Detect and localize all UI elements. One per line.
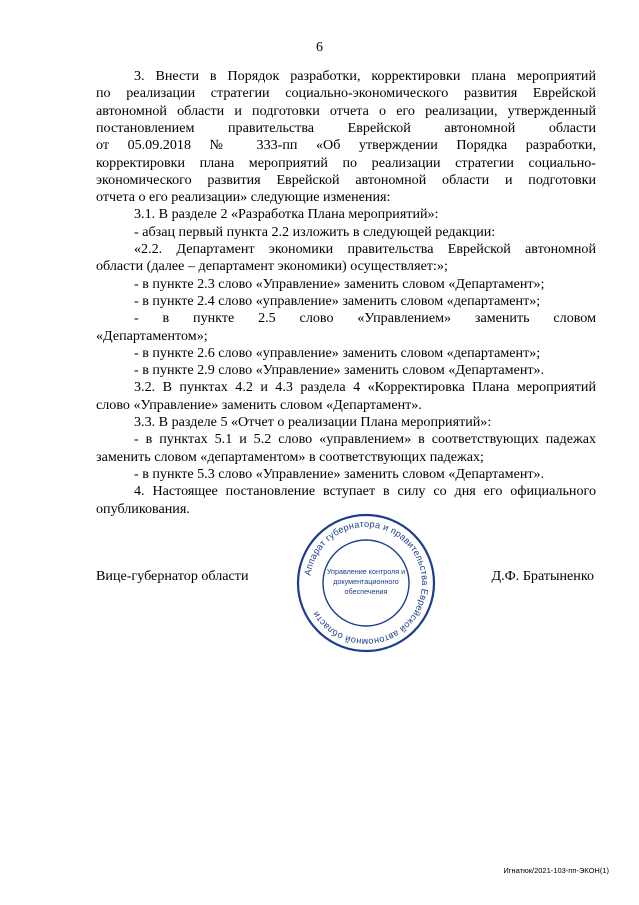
document-line: 4. Настоящее постановление вступает в силу со дня его официального — [134, 483, 596, 500]
document-line: 3.3. В разделе 5 «Отчет о реализации Плана мероприятий»: — [134, 414, 492, 430]
seal-outer-text: Аппарат губернатора и правительства Еврейской автономной области — [302, 518, 431, 648]
document-line: 3. Внести в Порядок разработки, корректировки плана мероприятий — [134, 68, 596, 84]
document-line: 3.1. В разделе 2 «Разработка Плана мероприятий»: — [134, 206, 439, 223]
document-line: слово «Управление» заменить словом «Департамент». — [96, 396, 422, 413]
signatory-name: Д.Ф. Братыненко — [491, 568, 594, 584]
official-seal — [295, 512, 437, 654]
document-footer-code: Игнатюк/2021-103-пп-ЭКОН(1) — [503, 866, 609, 875]
page-number: 6 — [316, 40, 323, 55]
document-line: по реализации стратегии социально-экономического развития Еврейской — [96, 85, 596, 102]
document-line: - в пункте 2.3 слово «Управление» заменить словом «Департамент»; — [134, 275, 545, 292]
document-line: автономной области и подготовки отчета о его реализации, утвержденный — [96, 102, 596, 119]
document-line: опубликования. — [96, 500, 190, 517]
document-line: - в пункте 5.3 слово «Управление» заменить словом «Департамент». — [134, 465, 545, 482]
document-line: экономического развития Еврейской автономной области и подготовки — [96, 171, 596, 188]
seal-inner-line-1: Управление контроля и — [326, 567, 406, 576]
signatory-position: Вице-губернатор области — [96, 568, 249, 584]
document-line: корректировки плана мероприятий по реализации стратегии социально- — [96, 154, 596, 171]
document-line: постановлением правительства Еврейской автономной области — [96, 119, 596, 136]
seal-inner-line-2: документационного — [333, 577, 399, 586]
document-line: отчета о его реализации» следующие изменения: — [96, 189, 391, 206]
seal-inner-line-3: обеспечения — [344, 587, 388, 596]
document-line: 3.2. В пунктах 4.2 и 4.3 раздела 4 «Корректировка Плана мероприятий — [134, 379, 596, 396]
document-line: от 05.09.2018 № 333-пп «Об утверждении Порядка разработки, — [96, 137, 596, 154]
document-line: - в пункте 2.5 слово «Управлением» заменить словом — [134, 310, 596, 327]
document-line: - в пункте 2.4 слово «управление» заменить словом «департамент»; — [134, 292, 541, 309]
document-line: области (далее – департамент экономики) осуществляет:»; — [96, 258, 448, 275]
document-line: «2.2. Департамент экономики правительства Еврейской автономной — [134, 241, 596, 257]
document-line: - абзац первый пункта 2.2 изложить в следующей редакции: — [134, 223, 496, 240]
document-line: - в пунктах 5.1 и 5.2 слово «управлением» в соответствующих падежах — [134, 431, 596, 448]
document-line: - в пункте 2.6 слово «управление» заменить словом «департамент»; — [134, 344, 541, 361]
document-line: «Департаментом»; — [96, 327, 208, 344]
document-line: заменить словом «департаментом» в соответствующих падежах; — [96, 448, 484, 465]
document-line: - в пункте 2.9 слово «Управление» заменить словом «Департамент». — [134, 362, 545, 379]
